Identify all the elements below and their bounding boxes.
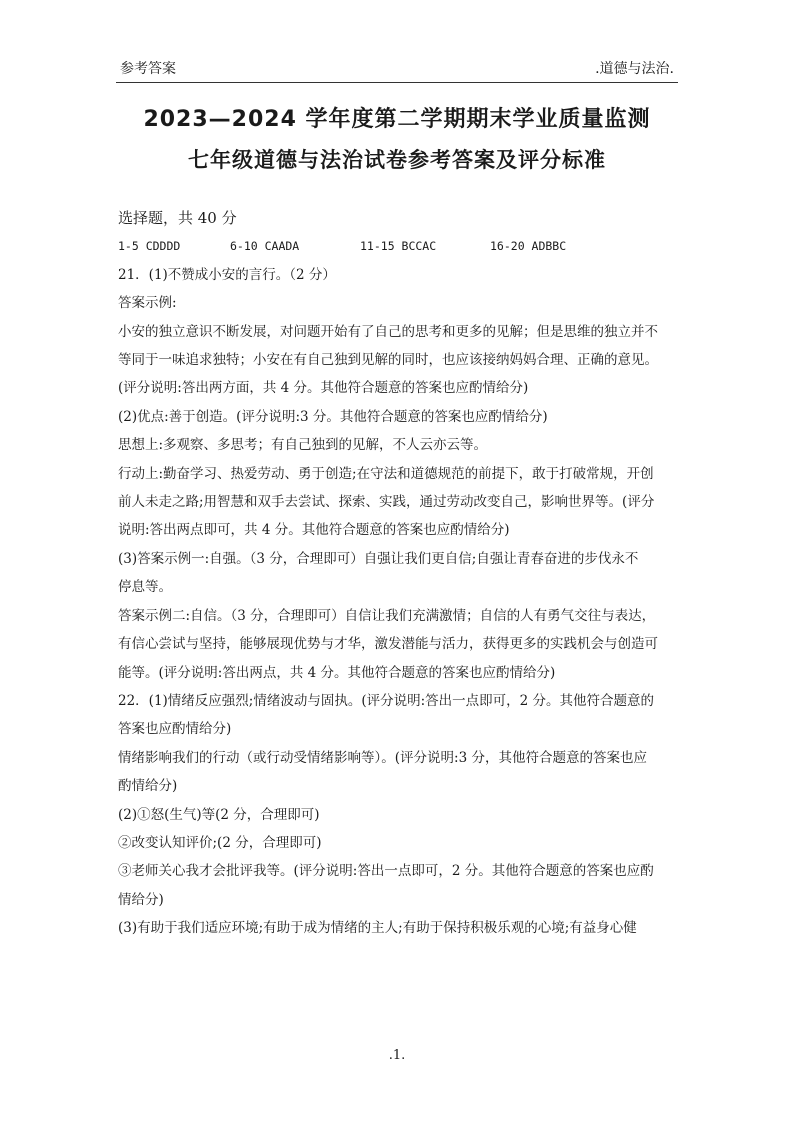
header-label-answer: 参考答案 (120, 61, 176, 77)
answer-line: ②改变认知评价;(2 分，合理即可) (118, 834, 322, 851)
answer-line: 答案示例: (118, 295, 177, 312)
choice-answers-6-10: 6-10 CAADA (230, 239, 300, 254)
answer-line: 21．(1)不赞成小安的言行。（2 分） (118, 266, 336, 283)
answer-line: 前人未走之路;用智慧和双手去尝试、探索、实践，通过劳动改变自己，影响世界等。(评分 (118, 494, 655, 511)
answer-line: (2)优点:善于创造。(评分说明:3 分。其他符合题意的答案也应酌情给分) (118, 408, 548, 425)
choice-answers-11-15: 11-15 BCCAC (360, 239, 437, 254)
answer-line: (3)答案示例一:自强。（3 分，合理即可）自强让我们更自信;自强让青春奋进的步伐永不 (118, 550, 639, 567)
header-divider (116, 82, 678, 83)
answer-line: 有信心尝试与坚持，能够展现优势与才华，激发潜能与活力，获得更多的实践机会与创造可 (118, 636, 658, 653)
answer-line: (2)①怒(生气)等(2 分，合理即可) (118, 806, 320, 823)
answer-line: 答案示例二:自信。（3 分，合理即可）自信让我们充满激情；自信的人有勇气交往与表达， (118, 607, 656, 624)
answer-line: (评分说明:答出两方面，共 4 分。其他符合题意的答案也应酌情给分) (118, 380, 529, 397)
answer-line: 行动上:勤奋学习、热爱劳动、勇于创造;在守法和道德规范的前提下，敢于打破常规，开创 (118, 465, 654, 482)
answer-line: 情绪影响我们的行动（或行动受情绪影响等）。(评分说明:3 分，其他符合题意的答案也应 (118, 749, 647, 766)
answer-line: 能等。(评分说明:答出两点，共 4 分。其他符合题意的答案也应酌情给分) (118, 664, 556, 681)
document-title: 2023—2024 学年度第二学期期末学业质量监测 (143, 107, 651, 132)
answer-line: 答案也应酌情给分) (118, 721, 232, 738)
header-label-subject: .道德与法治. (595, 61, 674, 77)
choice-answers-1-5: 1-5 CDDDD (118, 239, 181, 254)
answer-line: 22．(1)情绪反应强烈;情绪波动与固执。(评分说明:答出一点即可，2 分。其他符合题意的 (118, 692, 655, 709)
answer-line: 思想上:多观察、多思考；有自己独到的见解，不人云亦云等。 (118, 437, 488, 454)
document-subtitle: 七年级道德与法治试卷参考答案及评分标准 (188, 148, 606, 172)
choice-answers-16-20: 16-20 ADBBC (490, 239, 567, 254)
answer-line: ③老师关心我才会批评我等。(评分说明:答出一点即可，2 分。其他符合题意的答案也应酌 (118, 863, 654, 880)
choice-section-heading: 选择题，共 40 分 (118, 209, 237, 227)
choice-answer-row (118, 232, 678, 260)
answer-line: 情给分) (118, 891, 164, 908)
answer-line: 说明:答出两点即可，共 4 分。其他符合题意的答案也应酌情给分) (118, 522, 510, 539)
answer-line: 停息等。 (118, 579, 172, 596)
answer-body (118, 204, 678, 943)
answer-line: (3)有助于我们适应环境;有助于成为情绪的主人;有助于保持积极乐观的心境;有益身心健 (118, 920, 637, 937)
page-number: .1. (388, 1048, 406, 1063)
answer-line: 小安的独立意识不断发展，对问题开始有了自己的思考和更多的见解；但是思维的独立并不 (118, 323, 658, 340)
answer-line: 等同于一味追求独特；小安在有自己独到见解的同时，也应该接纳妈妈合理、正确的意见。 (118, 352, 658, 369)
answer-line: 酌情给分) (118, 778, 178, 795)
